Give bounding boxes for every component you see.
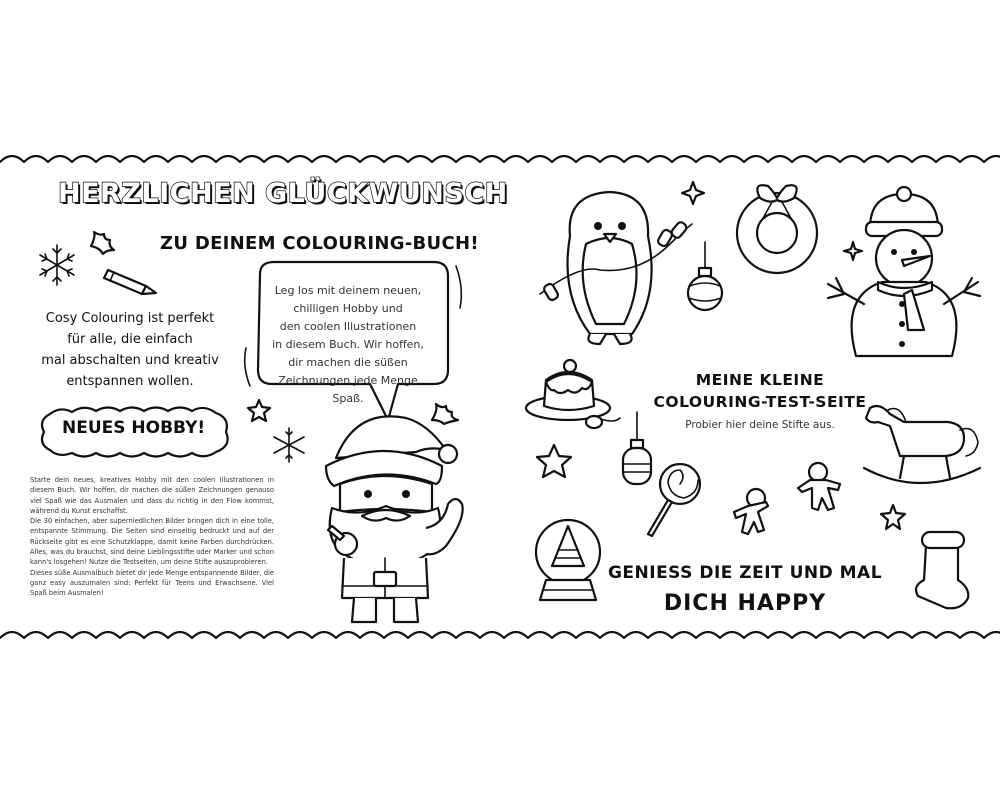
snowman-illustration (820, 186, 990, 362)
top-wavy-border (0, 150, 1000, 174)
stocking-illustration (910, 524, 982, 614)
star-icon (246, 398, 272, 424)
star-icon (534, 442, 574, 482)
bubble-line: Zeichnungen jede Menge Spaß. (278, 374, 418, 405)
bubble-line: den coolen Illustrationen (279, 320, 417, 333)
test-page-subtitle: Probier hier deine Stifte aus. (685, 419, 835, 431)
ornament-icon (684, 240, 726, 316)
closing-line-2: DICH HAPPY (663, 591, 827, 616)
bubble-line: dir machen die süßen (288, 356, 408, 369)
gingerbread-icon (794, 460, 848, 524)
holly-icon (88, 228, 122, 256)
bubble-line: in diesem Buch. Wir hoffen, (272, 338, 424, 351)
page-title: HERZLICHEN GLÜCKWUNSCH (58, 178, 508, 209)
intro-text (30, 308, 230, 392)
body-paragraph: Starte dein neues, kreatives Hobby mit den coolen Illustrationen in diesem Buch. Wir hoffen, dir machen die süßen Zeichnungen genauso viel Spaß wie das Ausmalen und dass du richtig in den Flow kommst, während du Kunst erschaffst. (30, 476, 274, 515)
intro-line: entspannen wollen. (66, 374, 194, 389)
body-paragraph: Die 30 einfachen, aber superniedlichen Bilder bringen dich in eine tolle, entspannte Stimmung. Die Seiten sind einseitig bedruckt und auf der Rückseite gibt es eine Schutzklappe, damit keine Farben durchdrücken. Alles, was du brauchst, sind deine Lieblingsstifte oder Marker und schon kann's losgehen! Nutze die Testseiten, um deine Stifte auszuprobieren. (30, 517, 274, 567)
santa-illustration (296, 408, 472, 630)
gingerbread-icon (716, 484, 776, 544)
intro-line: Cosy Colouring ist perfekt (45, 311, 215, 326)
test-title-line: COLOURING-TEST-SEITE (653, 393, 867, 411)
test-title-line: MEINE KLEINE (695, 371, 825, 389)
snowflake-icon (32, 240, 82, 290)
bubble-line: Leg los mit deinem neuen, (274, 284, 422, 297)
wreath-illustration (722, 176, 832, 286)
bubble-line: chilligen Hobby und (293, 302, 403, 315)
page-subtitle: ZU DEINEM COLOURING-BUCH! (160, 233, 479, 254)
lollipop-icon (640, 460, 706, 540)
intro-line: für alle, die einfach (67, 332, 193, 347)
sparkle-icon (680, 180, 706, 206)
body-text (30, 475, 274, 599)
intro-line: mal abschalten und kreativ (41, 353, 219, 368)
sparkle-icon (842, 240, 864, 262)
badge-label: NEUES HOBBY! (62, 418, 206, 438)
closing-line-1: GENIESS DIE ZEIT UND MAL (607, 563, 883, 583)
pencil-icon (100, 264, 160, 298)
bottom-wavy-border (0, 626, 1000, 650)
body-paragraph: Dieses süße Ausmalbuch bietet dir jede Menge entspannende Bilder, die ganz easy auszumalen sind: Perfekt für Teens und Erwachsene. Viel Spaß beim Ausmalen! (30, 568, 274, 598)
test-page-title (600, 369, 920, 413)
speech-bubble-text (262, 282, 434, 408)
star-icon (878, 502, 908, 532)
